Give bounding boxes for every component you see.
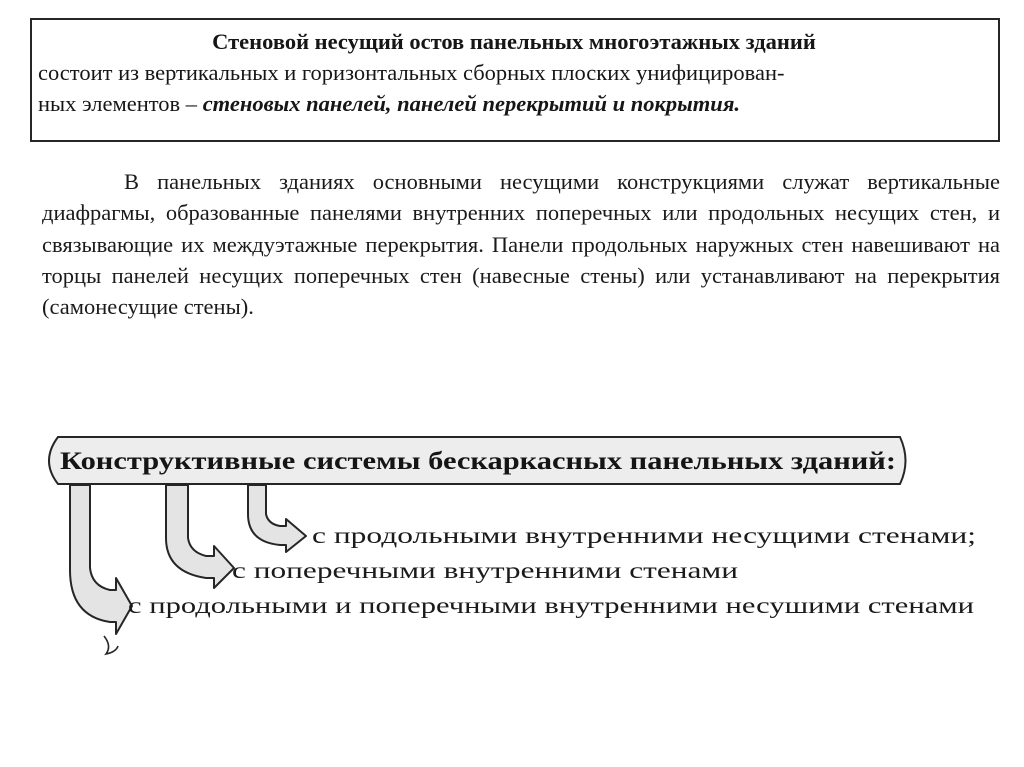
arrow-right-icon — [166, 485, 234, 588]
arrow-right-icon — [70, 485, 132, 634]
definition-line-3: ных элементов – — [38, 91, 203, 116]
systems-heading: Конструктивные системы бескаркасных панельных зданий: — [60, 448, 896, 475]
definition-title: Стеновой несущий остов панельных многоэтажных зданий — [212, 29, 816, 54]
system-item-longitudinal: с продольными внутренними несущими стенами; — [312, 523, 976, 548]
body-paragraph: В панельных зданиях основными несущими конструкциями служат вертикальные диафрагмы, образованные панелями внутренних поперечных или продольных несущих стен, и связывающие их междуэтажные перекрытия. Панели продольных наружных стен навешивают на торцы панелей несущих поперечных стен (навесные стены) или устанавливают на перекрытия (самонесущие стены). — [42, 169, 1000, 320]
arrow-tail-mark — [104, 636, 118, 654]
arrow-right-icon — [248, 485, 306, 552]
definition-line-2: состоит из вертикальных и горизонтальных сборных плоских унифицирован- — [38, 60, 785, 85]
system-item-combined: с продольными и поперечными внутренними несушими стенами — [128, 593, 974, 618]
system-item-transverse: с поперечными внутренними стенами — [232, 558, 738, 583]
definition-period: . — [734, 91, 741, 116]
definition-emphasis: стеновых панелей, панелей перекрытий и покрытия — [202, 91, 735, 116]
